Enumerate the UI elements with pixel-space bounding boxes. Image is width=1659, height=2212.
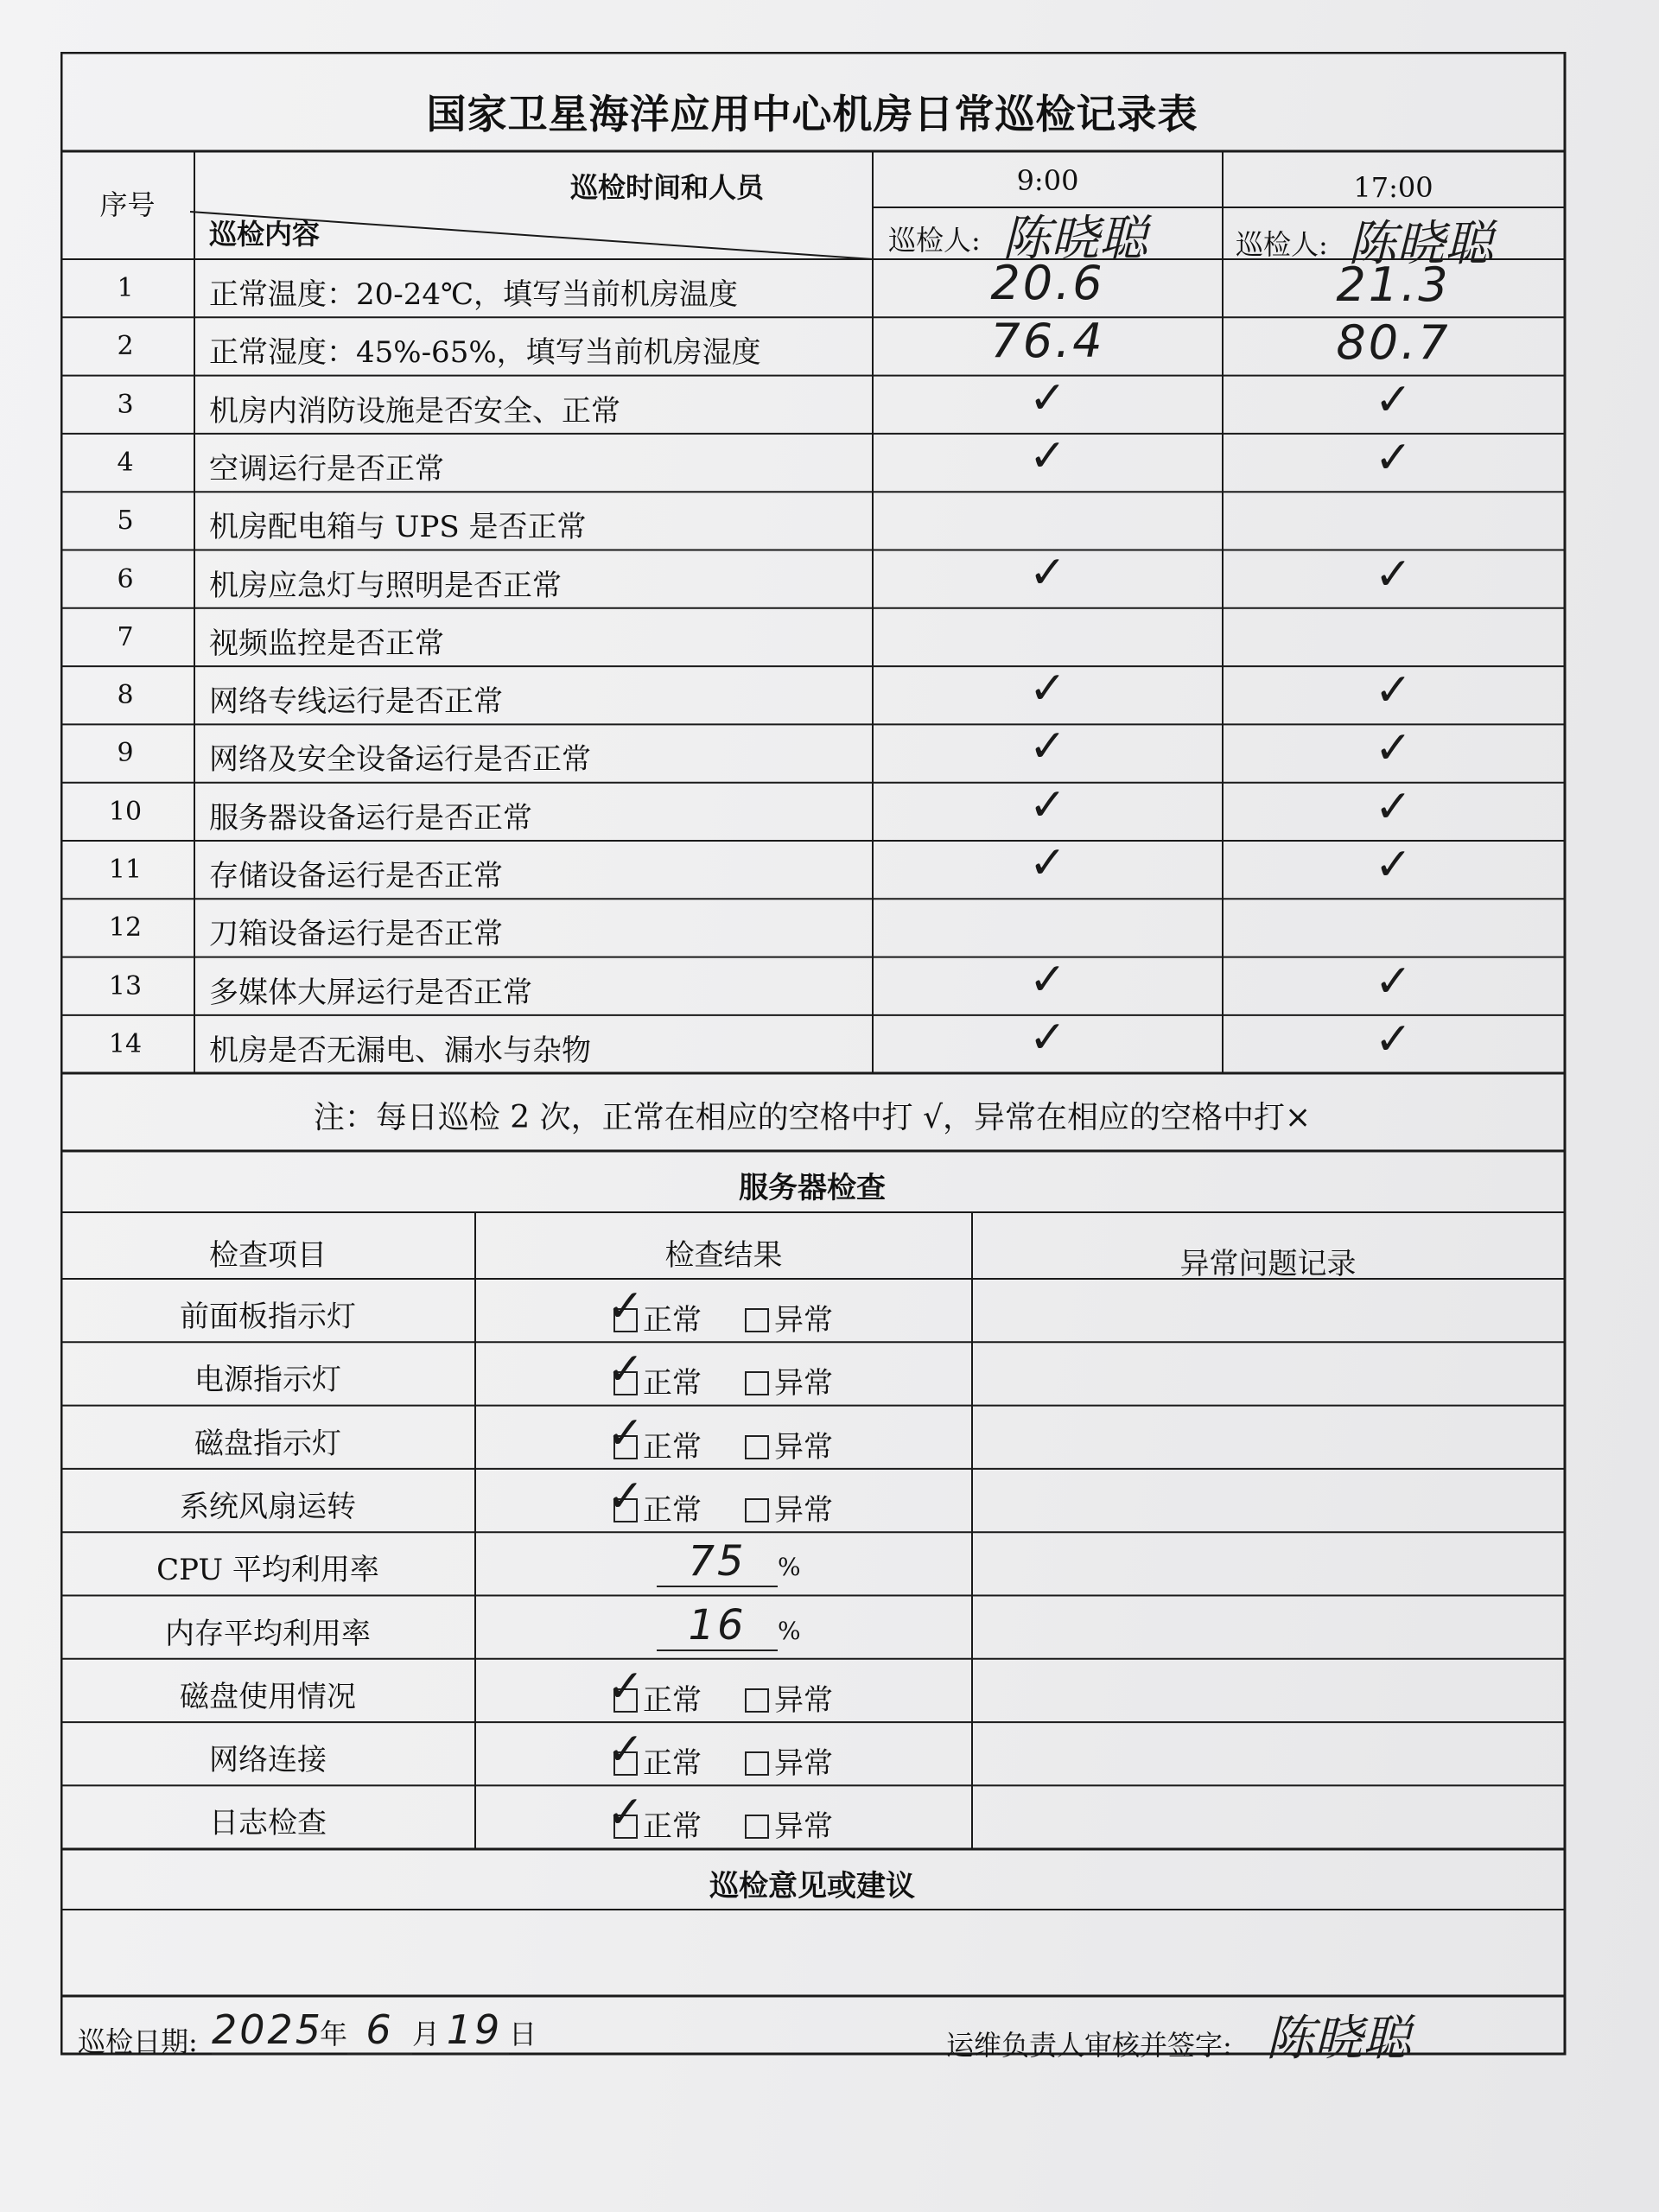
row-number: 11	[108, 855, 143, 885]
server-check-options	[613, 1739, 833, 1782]
month-unit: 月	[412, 2018, 441, 2050]
abnormal-label: 异常	[774, 1809, 833, 1845]
am-result: ✓	[1028, 546, 1067, 599]
row-content: 网络及安全设备运行是否正常	[209, 742, 591, 778]
row-content: 正常湿度：45%-65%，填写当前机房湿度	[209, 335, 761, 371]
time-9am: 9:00	[1016, 164, 1079, 197]
handwritten-checkmark: ✓	[607, 1470, 645, 1522]
row-content: 正常温度：20-24℃，填写当前机房温度	[209, 277, 739, 312]
abnormal-checkbox[interactable]	[745, 1751, 769, 1776]
server-check-label: 内存平均利用率	[165, 1616, 371, 1651]
inspector-label-pm: 巡检人:	[1236, 228, 1328, 261]
pm-result: ✓	[1374, 431, 1413, 484]
abnormal-checkbox[interactable]	[745, 1371, 769, 1395]
row-number: 2	[117, 331, 134, 362]
row-number: 10	[108, 796, 143, 827]
abnormal-label: 异常	[774, 1492, 833, 1528]
am-result: 76.4	[990, 314, 1105, 369]
server-pct-field	[657, 1537, 801, 1587]
row-content: 服务器设备运行是否正常	[209, 800, 532, 836]
abnormal-checkbox[interactable]	[745, 1688, 769, 1713]
normal-label: 正常	[643, 1492, 702, 1528]
row-content: 刀箱设备运行是否正常	[209, 917, 503, 952]
normal-label: 正常	[643, 1682, 702, 1718]
handwritten-checkmark: ✓	[607, 1281, 645, 1332]
am-result: ✓	[1028, 779, 1067, 831]
pm-result: ✓	[1374, 373, 1413, 426]
server-check-options	[613, 1423, 833, 1465]
pct-value: 75	[657, 1537, 778, 1587]
am-result: ✓	[1028, 1011, 1067, 1064]
pm-result: ✓	[1374, 839, 1413, 891]
server-pct-field	[657, 1601, 801, 1651]
row-content: 机房是否无漏电、漏水与杂物	[209, 1033, 591, 1068]
server-check-options	[613, 1359, 833, 1402]
handwritten-checkmark: ✓	[607, 1787, 645, 1840]
abnormal-label: 异常	[774, 1746, 833, 1782]
server-col-issue: 异常问题记录	[1179, 1247, 1357, 1281]
row-number: 3	[117, 389, 134, 420]
server-col-item: 检查项目	[209, 1238, 327, 1273]
row-content: 网络专线运行是否正常	[209, 684, 503, 720]
inspector-label-am: 巡检人:	[888, 224, 981, 257]
date-year: 2025	[212, 2006, 324, 2053]
row-number: 8	[117, 680, 134, 711]
pct-unit: %	[778, 1553, 801, 1582]
am-result: ✓	[1028, 663, 1067, 715]
server-check-options	[613, 1296, 833, 1338]
abnormal-label: 异常	[774, 1682, 833, 1718]
day-unit: 日	[509, 2018, 537, 2050]
server-check-label: CPU 平均利用率	[156, 1553, 379, 1588]
server-check-options	[613, 1676, 833, 1719]
inspector-signature-pm: 陈晓聪	[1348, 216, 1493, 272]
handwritten-checkmark: ✓	[607, 1407, 645, 1459]
date-day: 19	[440, 2006, 509, 2055]
row-number: 4	[117, 447, 134, 478]
pm-result: 21.3	[1336, 257, 1451, 312]
abnormal-label: 异常	[774, 1303, 833, 1338]
server-check-options	[613, 1486, 833, 1529]
server-check-label: 前面板指示灯	[180, 1300, 356, 1334]
normal-label: 正常	[643, 1746, 702, 1782]
am-result: ✓	[1028, 953, 1067, 1006]
pm-result: ✓	[1374, 1013, 1413, 1065]
row-content: 机房内消防设施是否安全、正常	[209, 393, 620, 429]
inspection-form	[60, 52, 1581, 2067]
normal-label: 正常	[643, 1429, 702, 1465]
row-number: 9	[117, 738, 134, 769]
time-5pm: 17:00	[1353, 171, 1433, 204]
pm-result: ✓	[1374, 722, 1413, 775]
row-content: 机房配电箱与 UPS 是否正常	[209, 510, 587, 545]
normal-label: 正常	[643, 1809, 702, 1845]
row-number: 13	[108, 970, 143, 1001]
abnormal-checkbox[interactable]	[745, 1815, 769, 1839]
date-label: 巡检日期:	[78, 2025, 198, 2058]
am-result: 20.6	[990, 256, 1105, 310]
server-check-label: 磁盘使用情况	[180, 1679, 356, 1714]
pm-result: 80.7	[1336, 315, 1451, 371]
server-col-result: 检查结果	[664, 1238, 783, 1273]
pct-unit: %	[778, 1616, 801, 1645]
year-unit: 年	[320, 2018, 348, 2050]
server-check-options	[613, 1802, 833, 1845]
pm-result: ✓	[1374, 955, 1413, 1007]
server-check-label: 日志检查	[209, 1806, 327, 1841]
normal-label: 正常	[643, 1366, 702, 1402]
form-title: 国家卫星海洋应用中心机房日常巡检记录表	[426, 91, 1198, 137]
time-person-header: 巡检时间和人员	[570, 171, 765, 204]
row-number: 12	[108, 912, 143, 944]
note-text: 注：每日巡检 2 次，正常在相应的空格中打 √，异常在相应的空格中打×	[313, 1100, 1312, 1135]
abnormal-checkbox[interactable]	[745, 1498, 769, 1522]
server-check-label: 电源指示灯	[194, 1363, 341, 1398]
abnormal-checkbox[interactable]	[745, 1435, 769, 1459]
row-content: 多媒体大屏运行是否正常	[209, 975, 532, 1010]
seq-header: 序号	[99, 188, 156, 221]
row-number: 6	[117, 563, 134, 594]
pct-value: 16	[657, 1601, 778, 1651]
normal-label: 正常	[643, 1303, 702, 1338]
date-fields	[212, 2006, 537, 2055]
abnormal-label: 异常	[774, 1429, 833, 1465]
row-content: 空调运行是否正常	[209, 451, 444, 486]
am-result: ✓	[1028, 721, 1067, 773]
server-check-label: 系统风扇运转	[180, 1489, 356, 1524]
row-number: 14	[108, 1028, 143, 1059]
abnormal-label: 异常	[774, 1366, 833, 1402]
opinion-title: 巡检意见或建议	[709, 1869, 915, 1904]
am-result: ✓	[1028, 429, 1067, 482]
abnormal-checkbox[interactable]	[745, 1308, 769, 1332]
row-content: 存储设备运行是否正常	[209, 859, 503, 893]
row-number: 7	[117, 621, 134, 652]
am-result: ✓	[1028, 372, 1067, 424]
handwritten-checkmark: ✓	[607, 1344, 645, 1396]
server-check-label: 网络连接	[209, 1743, 327, 1778]
handwritten-checkmark: ✓	[607, 1724, 645, 1777]
pm-result: ✓	[1374, 664, 1413, 717]
row-content: 机房应急灯与照明是否正常	[209, 568, 562, 603]
approver-signature: 陈晓聪	[1266, 2011, 1411, 2067]
row-content: 视频监控是否正常	[209, 626, 444, 661]
content-header: 巡检内容	[209, 218, 321, 251]
pm-result: ✓	[1374, 780, 1413, 833]
am-result: ✓	[1028, 837, 1067, 889]
pm-result: ✓	[1374, 548, 1413, 601]
server-section-title: 服务器检查	[739, 1171, 886, 1205]
inspector-signature-am: 陈晓聪	[1002, 211, 1147, 267]
approver-label: 运维负责人审核并签字:	[946, 2029, 1232, 2062]
row-number: 5	[117, 505, 134, 537]
date-month: 6	[347, 2006, 412, 2055]
server-check-label: 磁盘指示灯	[194, 1426, 341, 1461]
row-number: 1	[117, 273, 134, 303]
handwritten-checkmark: ✓	[607, 1660, 645, 1713]
